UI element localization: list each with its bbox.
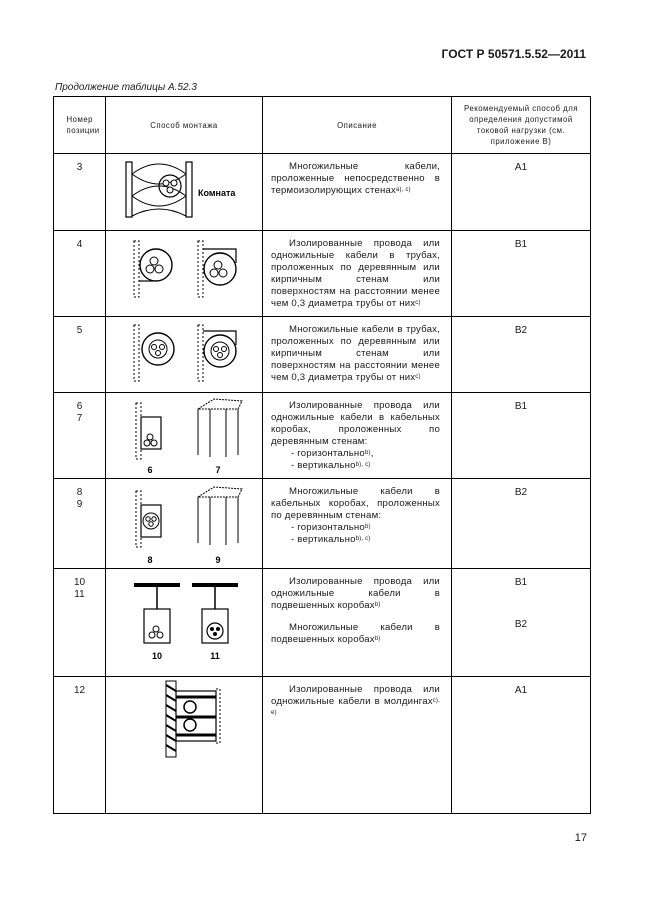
row-method: B1 — [452, 231, 591, 317]
document-code: ГОСТ Р 50571.5.52—2011 — [441, 47, 586, 61]
conduit-on-wall-diagram — [114, 231, 254, 311]
multicore-trunking-diagram — [114, 479, 254, 567]
figure-label: 11 — [210, 651, 220, 661]
figure-label: 10 — [151, 651, 163, 661]
col-header-number: Номер позиции — [54, 97, 106, 154]
col-header-description: Описание — [263, 97, 452, 154]
mounting-diagram — [106, 677, 263, 814]
figure-label: 6 — [147, 465, 153, 475]
table-continuation-caption: Продолжение таблицы А.52.3 — [55, 82, 197, 93]
table-row — [54, 317, 591, 393]
mounting-diagram — [106, 569, 263, 677]
trunking-on-wall-diagram — [114, 393, 254, 477]
insulated-wall-diagram — [114, 154, 254, 230]
row-number: 12 — [54, 677, 106, 814]
mounting-diagram — [106, 317, 263, 393]
table-row — [54, 569, 591, 677]
installation-methods-table — [53, 96, 591, 814]
table-row — [54, 479, 591, 569]
row-method: A1 — [452, 677, 591, 814]
row-method: B2 — [452, 317, 591, 393]
row-description: Изолированные провода или одножильные кабели в подвешенных коробах$^{b)}$ Многожильные кабели в подвешенных коробах$^{b)}$ — [263, 569, 452, 677]
figure-label: 7 — [215, 465, 221, 475]
row-description: Многожильные кабели, проложенные непосредственно в термоизолирующих стенах$^{a), c)}$ — [263, 154, 452, 231]
multicore-conduit-diagram — [114, 317, 254, 389]
mounting-diagram — [106, 154, 263, 231]
room-label: Комната — [198, 188, 236, 198]
row-number: 4 — [54, 231, 106, 317]
row-number: 6 7 — [54, 393, 106, 479]
row-method: A1 — [452, 154, 591, 231]
table-row — [54, 154, 591, 231]
figure-label: 9 — [215, 555, 221, 565]
row-number: 8 9 — [54, 479, 106, 569]
figure-label: 8 — [147, 555, 153, 565]
col-header-mounting: Способ монтажа — [106, 97, 263, 154]
row-method: B1 — [452, 393, 591, 479]
row-number: 5 — [54, 317, 106, 393]
row-number: 3 — [54, 154, 106, 231]
row-description: Изолированные провода или одножильные кабели в молдингах$^{c), e)}$ — [263, 677, 452, 814]
row-description: Изолированные провода или одножильные кабели в трубах, проложенных по деревянным или кирпичным стенам или поверхностям на расстоянии менее чем 0,3 диаметра трубы от них$^{c)}$ — [263, 231, 452, 317]
row-description: Изолированные провода или одножильные кабели в кабельных коробах, проложенных по деревянным стенам: - горизонтально$^{b)}$, - вертикально$^{b), c)}$ — [263, 393, 452, 479]
mounting-diagram — [106, 479, 263, 569]
mounting-diagram — [106, 231, 263, 317]
table-row — [54, 393, 591, 479]
table-row — [54, 677, 591, 814]
col-header-method: Рекомендуемый способ для определения допустимой токовой нагрузки (см. приложение В) — [452, 97, 591, 154]
table-header-row — [54, 97, 591, 154]
row-number: 10 11 — [54, 569, 106, 677]
mounting-diagram — [106, 393, 263, 479]
row-method: B2 — [452, 479, 591, 569]
suspended-trunking-diagram — [114, 569, 254, 669]
row-method: B1 B2 — [452, 569, 591, 677]
row-description: Многожильные кабели в кабельных коробах, проложенных по деревянным стенам: - горизонтально$^{b)}$ - вертикально$^{b), c)}$ — [263, 479, 452, 569]
page-number: 17 — [574, 832, 587, 844]
table-row — [54, 231, 591, 317]
moulding-diagram — [114, 677, 254, 767]
row-description: Многожильные кабели в трубах, проложенных по деревянным или кирпичным стенам или поверхностям на расстоянии менее чем 0,3 диаметра трубы от них$^{c)}$ — [263, 317, 452, 393]
